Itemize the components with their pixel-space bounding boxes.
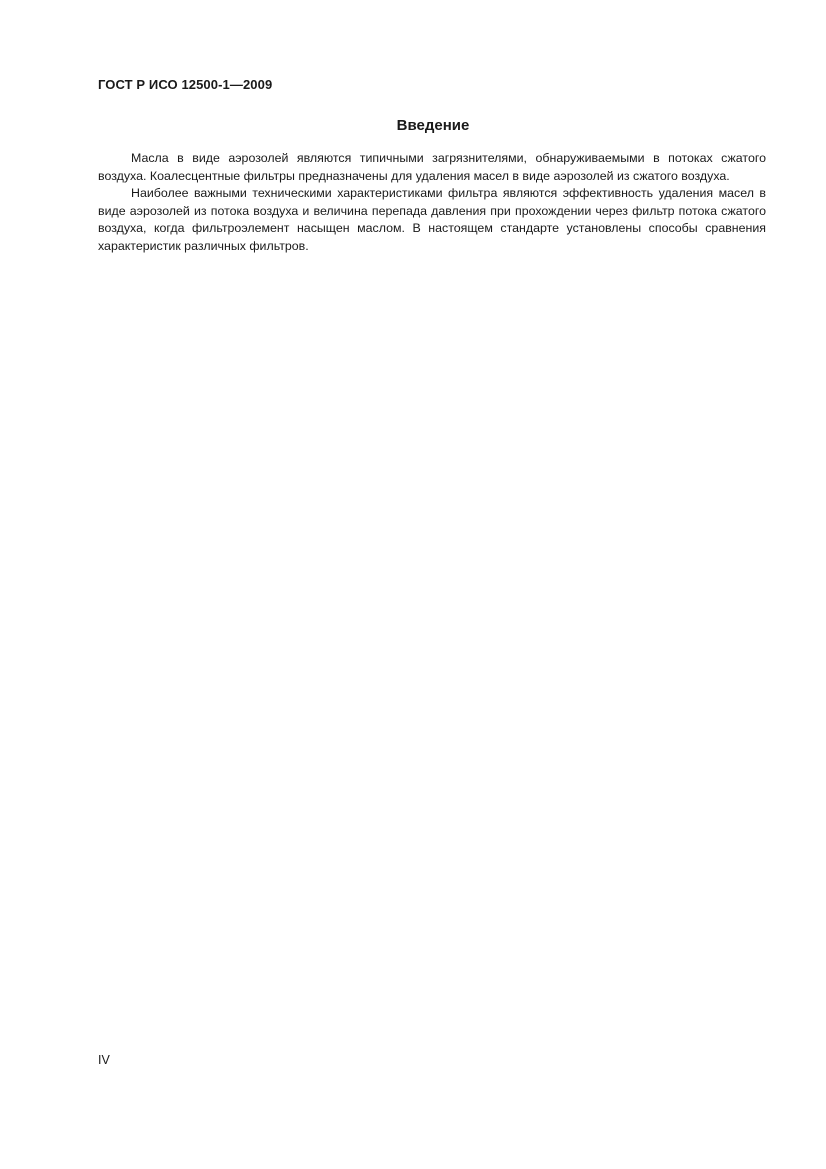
- paragraph-1: Масла в виде аэрозолей являются типичными загрязнителями, обнаруживаемыми в потоках сжатого воздуха. Коалесцентные фильтры предназначены для удаления масел в виде аэрозолей из сжатого воздуха.: [98, 151, 766, 183]
- introduction-body: [98, 150, 766, 255]
- page-number: IV: [98, 1053, 110, 1067]
- section-title: Введение: [396, 117, 470, 134]
- document-code-header: ГОСТ Р ИСО 12500-1—2009: [98, 77, 273, 92]
- paragraph-2: Наиболее важными техническими характеристиками фильтра являются эффективность удаления масел в виде аэрозолей из потока воздуха и величина перепада давления при прохождении через фильтр потока сжатого воздуха, когда фильтроэлемент насыщен маслом. В настоящем стандарте установлены способы сравнения характеристик различных фильтров.: [98, 186, 766, 253]
